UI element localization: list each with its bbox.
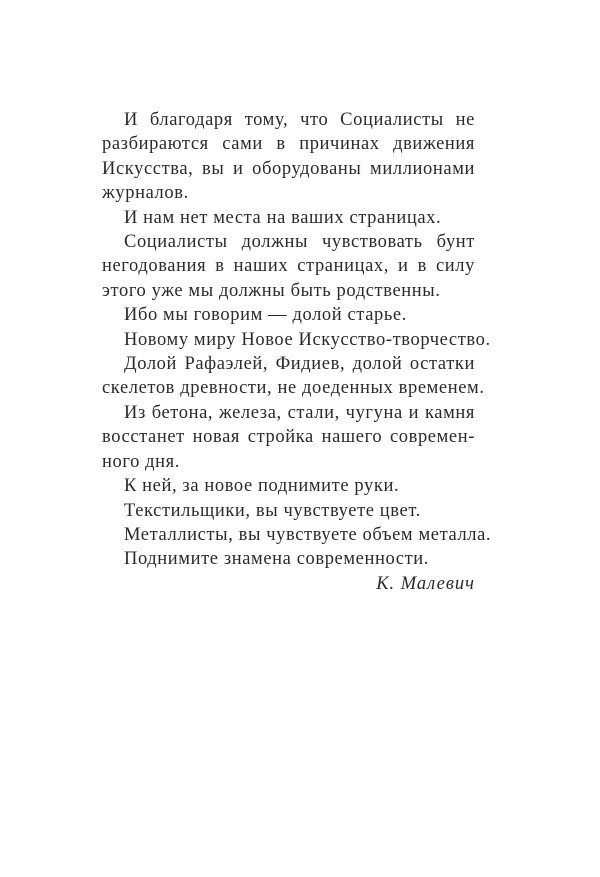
text-line: Социалисты должны чувствовать бунт [124, 232, 475, 253]
text-line: Из бетона, железа, стали, чугуна и камня [124, 402, 475, 423]
text-line: Искусства, вы и оборудованы миллионами [102, 158, 475, 179]
text-line: восстанет новая стройка нашего современ- [102, 427, 475, 448]
text-line: Новому миру Новое Искусство-творчество. [124, 329, 491, 350]
text-line: И нам нет места на ваших страницах. [124, 207, 442, 228]
text-line: скелетов древности, не доеденных временем. [102, 378, 485, 399]
text-line: негодования в наших страницах, и в силу [102, 256, 475, 277]
text-line: разбираются сами в причинах движения [102, 134, 475, 155]
text-line: ного дня. [102, 451, 180, 472]
text-line: И благодаря тому, что Социалисты не [124, 110, 475, 130]
text-line: Металлисты, вы чувствуете объем металла. [124, 524, 492, 545]
text-line: Поднимите знамена современности. [124, 549, 430, 570]
body-text [102, 108, 492, 572]
text-line: Долой Рафаэлей, Фидиев, долой остатки [124, 354, 475, 375]
text-line: Ибо мы говорим — долой старье. [124, 305, 407, 326]
text-line: К ней, за новое поднимите руки. [124, 476, 400, 497]
author-signature: К. Малевич [376, 573, 475, 594]
text-line: этого уже мы должны быть родственны. [102, 280, 441, 301]
document-page [102, 108, 492, 596]
text-line: Текстильщики, вы чувствуете цвет. [124, 500, 421, 521]
text-line: журналов. [102, 183, 189, 204]
